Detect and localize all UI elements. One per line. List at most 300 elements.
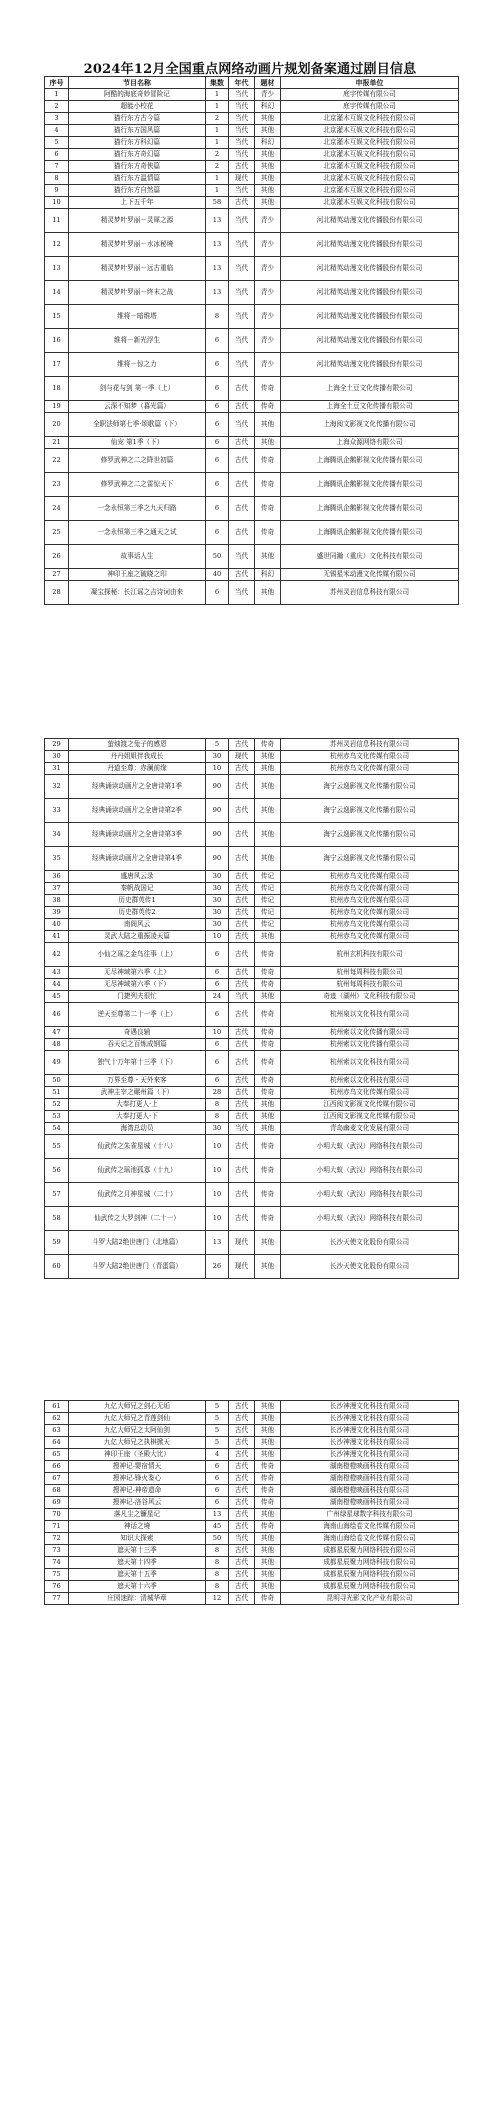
- index-cell: 74: [45, 1557, 69, 1569]
- episodes-cell: 6: [206, 473, 229, 497]
- genre-cell: 传奇: [255, 377, 281, 401]
- table-row: [45, 1135, 459, 1159]
- era-cell: 当代: [229, 257, 255, 281]
- episodes-cell: 8: [206, 1581, 229, 1593]
- page-title: 2024年12月全国重点网络动画片规划备案通过剧目信息: [83, 62, 417, 77]
- episodes-cell: 6: [206, 1461, 229, 1473]
- index-cell: 53: [45, 1111, 69, 1123]
- index-cell: 66: [45, 1461, 69, 1473]
- title-cell: 武神主宰之碾州篇（下）: [69, 1087, 206, 1099]
- era-cell: 古代: [229, 1545, 255, 1557]
- title-cell: 海湾总动员: [69, 1123, 206, 1135]
- table-row: [45, 569, 459, 581]
- table-row: [45, 1123, 459, 1135]
- table-row: [45, 739, 459, 751]
- table-row: [45, 991, 459, 1003]
- genre-cell: 传奇: [255, 1039, 281, 1051]
- title-cell: 萤烛渡之兔子的感恩: [69, 739, 206, 751]
- episodes-cell: 24: [206, 991, 229, 1003]
- episodes-cell: 6: [206, 967, 229, 979]
- table-row: [45, 943, 459, 967]
- table-row: [45, 173, 459, 185]
- genre-cell: 传奇: [255, 1183, 281, 1207]
- genre-cell: 其他: [255, 931, 281, 943]
- applicant-cell: 上海腾讯企鹅影视文化传播有限公司: [281, 473, 459, 497]
- applicant-cell: 上海腾讯企鹅影视文化传播有限公司: [281, 521, 459, 545]
- index-cell: 55: [45, 1135, 69, 1159]
- index-cell: 17: [45, 353, 69, 377]
- index-cell: 43: [45, 967, 69, 979]
- table-row: [45, 775, 459, 799]
- table-row: [45, 1039, 459, 1051]
- index-cell: 26: [45, 545, 69, 569]
- applicant-cell: 长沙天使文化股份有限公司: [281, 1231, 459, 1255]
- index-cell: 33: [45, 799, 69, 823]
- episodes-cell: 1: [206, 101, 229, 113]
- index-cell: 24: [45, 497, 69, 521]
- era-cell: 古代: [229, 1135, 255, 1159]
- era-cell: 古代: [229, 1039, 255, 1051]
- table-row: [45, 1593, 459, 1605]
- index-cell: 8: [45, 173, 69, 185]
- title-cell: 超能小校花: [69, 101, 206, 113]
- applicant-cell: 湖南橙橙映画科技有限公司: [281, 1485, 459, 1497]
- genre-cell: 其他: [255, 1123, 281, 1135]
- title-cell: 仙宠 第1季（下）: [69, 437, 206, 449]
- genre-cell: 传记: [255, 895, 281, 907]
- episodes-cell: 6: [206, 943, 229, 967]
- index-cell: 57: [45, 1183, 69, 1207]
- genre-cell: 科幻: [255, 137, 281, 149]
- era-cell: 当代: [229, 101, 255, 113]
- era-cell: 古代: [229, 739, 255, 751]
- index-cell: 29: [45, 739, 69, 751]
- table-row: [45, 1003, 459, 1027]
- episodes-cell: 8: [206, 1557, 229, 1569]
- genre-cell: 传奇: [255, 739, 281, 751]
- applicant-cell: 海南山海绘卷文化传媒有限公司: [281, 1521, 459, 1533]
- applicant-cell: 杭州赤鸟文化传媒有限公司: [281, 907, 459, 919]
- title-cell: 凝宝探秘：长江谣之吉诗词由来: [69, 581, 206, 605]
- index-cell: 13: [45, 257, 69, 281]
- genre-cell: 其他: [255, 125, 281, 137]
- episodes-cell: 30: [206, 871, 229, 883]
- table-row: [45, 497, 459, 521]
- episodes-cell: 50: [206, 1533, 229, 1545]
- applicant-cell: 河北精英动漫文化传播股份有限公司: [281, 329, 459, 353]
- title-cell: 精灵梦叶罗丽－灵犀之源: [69, 209, 206, 233]
- era-cell: 现代: [229, 1255, 255, 1279]
- genre-cell: 其他: [255, 185, 281, 197]
- era-cell: 古代: [229, 569, 255, 581]
- era-cell: 古代: [229, 1051, 255, 1075]
- genre-cell: 其他: [255, 1569, 281, 1581]
- era-cell: 古代: [229, 979, 255, 991]
- table-row: [45, 197, 459, 209]
- genre-cell: 其他: [255, 751, 281, 763]
- table-row: [45, 1569, 459, 1581]
- index-cell: 71: [45, 1521, 69, 1533]
- table-row: [45, 257, 459, 281]
- title-cell: 无尽神域第六季（下）: [69, 979, 206, 991]
- title-cell: 全职法师第七季·颂歌篇（下）: [69, 413, 206, 437]
- episodes-cell: 13: [206, 233, 229, 257]
- applicant-cell: 小明大蚁（武汉）网络科技有限公司: [281, 1159, 459, 1183]
- genre-cell: 青少: [255, 305, 281, 329]
- era-cell: 现代: [229, 1231, 255, 1255]
- applicant-cell: 河北精英动漫文化传播股份有限公司: [281, 209, 459, 233]
- episodes-cell: 13: [206, 209, 229, 233]
- applicant-cell: 海宁云逸影视文化传播有限公司: [281, 799, 459, 823]
- applicant-cell: 北京灌木互娱文化科技有限公司: [281, 149, 459, 161]
- index-cell: 70: [45, 1509, 69, 1521]
- genre-cell: 传奇: [255, 1135, 281, 1159]
- era-cell: 古代: [229, 1509, 255, 1521]
- index-cell: 22: [45, 449, 69, 473]
- title-cell: 经典诵读动画片之全唐诗第1季: [69, 775, 206, 799]
- title-cell: 上下五千年: [69, 197, 206, 209]
- episodes-cell: 10: [206, 1183, 229, 1207]
- index-cell: 58: [45, 1207, 69, 1231]
- applicant-cell: 北京灌木互娱文化科技有限公司: [281, 137, 459, 149]
- genre-cell: 其他: [255, 173, 281, 185]
- genre-cell: 传奇: [255, 1051, 281, 1075]
- era-cell: 古代: [229, 883, 255, 895]
- index-cell: 50: [45, 1075, 69, 1087]
- column-header: 题材: [255, 77, 281, 89]
- title-cell: 仙武传之月神星城（二十）: [69, 1183, 206, 1207]
- era-cell: 古代: [229, 907, 255, 919]
- title-cell: 维将－暗维塔: [69, 305, 206, 329]
- episodes-cell: 8: [206, 1099, 229, 1111]
- era-cell: 当代: [229, 137, 255, 149]
- episodes-cell: 90: [206, 847, 229, 871]
- title-cell: 大奉打更人·下: [69, 1111, 206, 1123]
- genre-cell: 其他: [255, 437, 281, 449]
- episodes-cell: 5: [206, 1413, 229, 1425]
- genre-cell: 其他: [255, 1557, 281, 1569]
- genre-cell: 其他: [255, 1401, 281, 1413]
- genre-cell: 传奇: [255, 1075, 281, 1087]
- genre-cell: 青少: [255, 281, 281, 305]
- title-cell: 修罗武神之二之雷惊天下: [69, 473, 206, 497]
- applicant-cell: 上海全土豆文化传播有限公司: [281, 401, 459, 413]
- applicant-cell: 杭州玄机科技有限公司: [281, 943, 459, 967]
- episodes-cell: 26: [206, 1255, 229, 1279]
- era-cell: 古代: [229, 1075, 255, 1087]
- table-row: [45, 823, 459, 847]
- table-row: [45, 125, 459, 137]
- table-row: [45, 883, 459, 895]
- genre-cell: 青少: [255, 209, 281, 233]
- table-row: [45, 1473, 459, 1485]
- genre-cell: 青少: [255, 329, 281, 353]
- era-cell: 古代: [229, 473, 255, 497]
- index-cell: 77: [45, 1593, 69, 1605]
- applicant-cell: 无锡星米动漫文化传媒有限公司: [281, 569, 459, 581]
- title-cell: 九亿大师兄之执棋掀天: [69, 1437, 206, 1449]
- era-cell: 古代: [229, 943, 255, 967]
- index-cell: 59: [45, 1231, 69, 1255]
- title-cell: 故事话人生: [69, 545, 206, 569]
- table-row: [45, 907, 459, 919]
- index-cell: 63: [45, 1425, 69, 1437]
- episodes-cell: 5: [206, 1401, 229, 1413]
- applicant-cell: 杭州每周科技有限公司: [281, 979, 459, 991]
- index-cell: 41: [45, 931, 69, 943]
- applicant-cell: 小明大蚁（武汉）网络科技有限公司: [281, 1207, 459, 1231]
- title-cell: 逆天至尊第二十一季（上）: [69, 1003, 206, 1027]
- column-header: 申报单位: [281, 77, 459, 89]
- era-cell: 古代: [229, 871, 255, 883]
- index-cell: 4: [45, 125, 69, 137]
- title-cell: 门捷列夫很忙: [69, 991, 206, 1003]
- era-cell: 古代: [229, 1401, 255, 1413]
- table-row: [45, 847, 459, 871]
- era-cell: 现代: [229, 751, 255, 763]
- title-cell: 灵武大陆之重振凌天篇: [69, 931, 206, 943]
- episodes-cell: 6: [206, 1039, 229, 1051]
- index-cell: 31: [45, 763, 69, 775]
- era-cell: 古代: [229, 1003, 255, 1027]
- title-cell: 大奉打更人·上: [69, 1099, 206, 1111]
- applicant-cell: 上海腾讯企鹅影视文化传播有限公司: [281, 449, 459, 473]
- genre-cell: 其他: [255, 1437, 281, 1449]
- title-cell: 搜神记-洛谷风云: [69, 1497, 206, 1509]
- title-cell: 庄园迷踪：清城华章: [69, 1593, 206, 1605]
- genre-cell: 其他: [255, 799, 281, 823]
- title-cell: 小仙之瑶之金鸟往事（上）: [69, 943, 206, 967]
- applicant-cell: 长沙神漫文化科技有限公司: [281, 1437, 459, 1449]
- index-cell: 39: [45, 907, 69, 919]
- title-cell: 阿酷的海底奇妙冒险记: [69, 89, 206, 101]
- table-row: [45, 149, 459, 161]
- index-cell: 3: [45, 113, 69, 125]
- era-cell: 当代: [229, 149, 255, 161]
- title-cell: 一念永恒第三季之九天归路: [69, 497, 206, 521]
- program-table: [44, 1400, 459, 1605]
- title-cell: 遮天第十五季: [69, 1569, 206, 1581]
- title-cell: 九亿大师兄之青莲剑仙: [69, 1413, 206, 1425]
- applicant-cell: 湖南橙橙映画科技有限公司: [281, 1461, 459, 1473]
- episodes-cell: 6: [206, 581, 229, 605]
- episodes-cell: 6: [206, 1485, 229, 1497]
- column-header: 年代: [229, 77, 255, 89]
- applicant-cell: 北京灌木互娱文化科技有限公司: [281, 173, 459, 185]
- episodes-cell: 10: [206, 763, 229, 775]
- era-cell: 古代: [229, 1437, 255, 1449]
- table-row: [45, 1075, 459, 1087]
- episodes-cell: 13: [206, 1509, 229, 1521]
- index-cell: 44: [45, 979, 69, 991]
- title-cell: 落凡尘之镰星记: [69, 1509, 206, 1521]
- title-cell: 神印王座（圣殿大比）: [69, 1449, 206, 1461]
- table-row: [45, 185, 459, 197]
- episodes-cell: 10: [206, 1159, 229, 1183]
- episodes-cell: 8: [206, 1545, 229, 1557]
- index-cell: 69: [45, 1497, 69, 1509]
- era-cell: 古代: [229, 1111, 255, 1123]
- index-cell: 38: [45, 895, 69, 907]
- table-row: [45, 1545, 459, 1557]
- episodes-cell: 6: [206, 979, 229, 991]
- table-row: [45, 979, 459, 991]
- episodes-cell: 6: [206, 449, 229, 473]
- episodes-cell: 28: [206, 1087, 229, 1099]
- episodes-cell: 1: [206, 89, 229, 101]
- applicant-cell: 杭州赤鸟文化传媒有限公司: [281, 931, 459, 943]
- genre-cell: 传奇: [255, 1003, 281, 1027]
- table-row: [45, 1413, 459, 1425]
- applicant-cell: 北京灌木互娱文化科技有限公司: [281, 197, 459, 209]
- era-cell: 当代: [229, 113, 255, 125]
- applicant-cell: 河北精英动漫文化传播股份有限公司: [281, 281, 459, 305]
- table-row: [45, 1111, 459, 1123]
- table-row: [45, 305, 459, 329]
- applicant-cell: 海宁云逸影视文化传播有限公司: [281, 775, 459, 799]
- genre-cell: 传记: [255, 919, 281, 931]
- applicant-cell: 北京灌木互娱文化科技有限公司: [281, 185, 459, 197]
- episodes-cell: 6: [206, 329, 229, 353]
- genre-cell: 传奇: [255, 473, 281, 497]
- title-cell: 猫行东方奇幻篇: [69, 149, 206, 161]
- index-cell: 20: [45, 413, 69, 437]
- genre-cell: 其他: [255, 1099, 281, 1111]
- index-cell: 2: [45, 101, 69, 113]
- table-row: [45, 401, 459, 413]
- applicant-cell: 河北精英动漫文化传播股份有限公司: [281, 257, 459, 281]
- table-row: [45, 1255, 459, 1279]
- era-cell: 古代: [229, 497, 255, 521]
- table-row: [45, 1485, 459, 1497]
- applicant-cell: 河北精英动漫文化传播股份有限公司: [281, 305, 459, 329]
- table-row: [45, 413, 459, 437]
- title-cell: 猫行东方古今篇: [69, 113, 206, 125]
- episodes-cell: 30: [206, 919, 229, 931]
- title-cell: 秦帆战国记: [69, 883, 206, 895]
- genre-cell: 其他: [255, 1509, 281, 1521]
- title-cell: 南阁风云: [69, 919, 206, 931]
- episodes-cell: 10: [206, 1027, 229, 1039]
- index-cell: 47: [45, 1027, 69, 1039]
- table-row: [45, 895, 459, 907]
- table-row: [45, 137, 459, 149]
- era-cell: 古代: [229, 1159, 255, 1183]
- era-cell: 当代: [229, 1123, 255, 1135]
- index-cell: 61: [45, 1401, 69, 1413]
- era-cell: 当代: [229, 413, 255, 437]
- era-cell: 当代: [229, 353, 255, 377]
- genre-cell: 传奇: [255, 1461, 281, 1473]
- column-header: 节目名称: [69, 77, 206, 89]
- applicant-cell: 盛世同瀚（重庆）文化科技有限公司: [281, 545, 459, 569]
- title-cell: 剑与花与剑 第一季（上）: [69, 377, 206, 401]
- era-cell: 古代: [229, 1413, 255, 1425]
- applicant-cell: 庭宇传媒有限公司: [281, 89, 459, 101]
- applicant-cell: 北京灌木互娱文化科技有限公司: [281, 113, 459, 125]
- episodes-cell: 30: [206, 1123, 229, 1135]
- genre-cell: 其他: [255, 1413, 281, 1425]
- era-cell: 古代: [229, 1581, 255, 1593]
- episodes-cell: 6: [206, 437, 229, 449]
- episodes-cell: 10: [206, 931, 229, 943]
- table-row: [45, 1099, 459, 1111]
- applicant-cell: 杭州赤鸟文化传媒有限公司: [281, 895, 459, 907]
- era-cell: 古代: [229, 823, 255, 847]
- index-cell: 37: [45, 883, 69, 895]
- table-row: [45, 1183, 459, 1207]
- episodes-cell: 6: [206, 413, 229, 437]
- index-cell: 18: [45, 377, 69, 401]
- applicant-cell: 江西阅文影视文化传媒有限公司: [281, 1111, 459, 1123]
- applicant-cell: 湖南橙橙映画科技有限公司: [281, 1497, 459, 1509]
- genre-cell: 其他: [255, 413, 281, 437]
- index-cell: 48: [45, 1039, 69, 1051]
- genre-cell: 其他: [255, 197, 281, 209]
- genre-cell: 其他: [255, 545, 281, 569]
- genre-cell: 其他: [255, 113, 281, 125]
- genre-cell: 传奇: [255, 967, 281, 979]
- title-cell: 搜神记-婴宿情天: [69, 1461, 206, 1473]
- genre-cell: 其他: [255, 161, 281, 173]
- title-cell: 历史群英传2: [69, 907, 206, 919]
- column-header: 集数: [206, 77, 229, 89]
- genre-cell: 科幻: [255, 101, 281, 113]
- era-cell: 古代: [229, 1183, 255, 1207]
- table-row: [45, 329, 459, 353]
- table-row: [45, 871, 459, 883]
- title-cell: 仙武传之朱雀星城（十八）: [69, 1135, 206, 1159]
- title-cell: 经典诵读动画片之全唐诗第4季: [69, 847, 206, 871]
- title-cell: 经典诵读动画片之全唐诗第3季: [69, 823, 206, 847]
- index-cell: 7: [45, 161, 69, 173]
- title-cell: 丹道至尊：赤澜前缘: [69, 763, 206, 775]
- index-cell: 10: [45, 197, 69, 209]
- applicant-cell: 杭州赤鸟文化传媒有限公司: [281, 883, 459, 895]
- era-cell: 古代: [229, 521, 255, 545]
- title-cell: 万界至尊・天外来客: [69, 1075, 206, 1087]
- episodes-cell: 13: [206, 257, 229, 281]
- applicant-cell: 小明大蚁（武汉）网络科技有限公司: [281, 1135, 459, 1159]
- title-cell: 遮天第十四季: [69, 1557, 206, 1569]
- applicant-cell: 杭州索以文化传播有限公司: [281, 1027, 459, 1039]
- era-cell: 古代: [229, 401, 255, 413]
- title-cell: 维将－新光浮生: [69, 329, 206, 353]
- applicant-cell: 上海全土豆文化传播有限公司: [281, 377, 459, 401]
- era-cell: 古代: [229, 1473, 255, 1485]
- index-cell: 9: [45, 185, 69, 197]
- index-cell: 51: [45, 1087, 69, 1099]
- table-row: [45, 1051, 459, 1075]
- era-cell: 古代: [229, 449, 255, 473]
- genre-cell: 传奇: [255, 497, 281, 521]
- era-cell: 古代: [229, 775, 255, 799]
- title-cell: 经典诵读动画片之全唐诗第2季: [69, 799, 206, 823]
- applicant-cell: 杭州索以文化传播有限公司: [281, 1039, 459, 1051]
- title-cell: 精灵梦叶罗丽－水冰秘境: [69, 233, 206, 257]
- index-cell: 14: [45, 281, 69, 305]
- era-cell: 古代: [229, 1027, 255, 1039]
- era-cell: 古代: [229, 1425, 255, 1437]
- applicant-cell: 北京灌木互娱文化科技有限公司: [281, 125, 459, 137]
- index-cell: 12: [45, 233, 69, 257]
- title-cell: 仙武传之瑶池孤寡（十九）: [69, 1159, 206, 1183]
- episodes-cell: 1: [206, 137, 229, 149]
- index-cell: 45: [45, 991, 69, 1003]
- genre-cell: 其他: [255, 1425, 281, 1437]
- genre-cell: 传记: [255, 907, 281, 919]
- genre-cell: 传奇: [255, 449, 281, 473]
